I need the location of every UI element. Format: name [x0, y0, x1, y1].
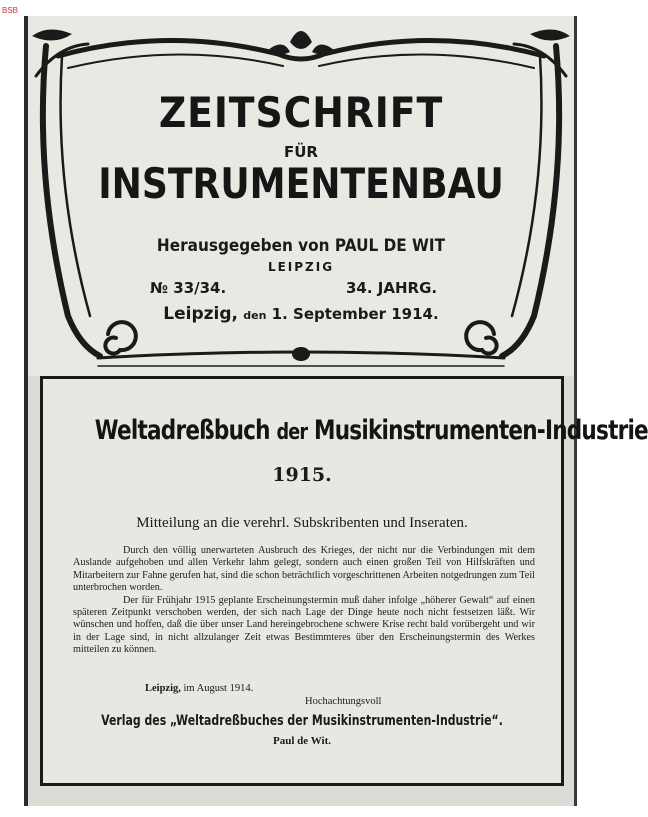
- journal-title-line1: ZEITSCHRIFT: [158, 88, 444, 137]
- advert-closing: Hochachtungsvoll: [305, 696, 382, 707]
- advert-sign-date: [145, 683, 253, 694]
- advert-paragraph-2: Der für Frühjahr 1915 geplante Erscheinungstermin muß daher infolge „höherer Gewalt“ auf einen späteren Zeitpunkt verschoben werden, der sich nach Lage der Dinge heute noch nicht festsetzen läßt. Wir wünschen und hoffen, daß die über unser Land hereingebrochene schwere Krise recht bald vorübergeht und wir in der Lage sind, in nicht allzulanger Zeit etwas Bestimmteres über den Erscheinungstermin des Werkes mitteilen zu können.: [73, 594, 535, 656]
- issue-number: № 33/34.: [150, 279, 227, 297]
- dateline: [28, 304, 574, 324]
- advert-year: 1915.: [272, 464, 332, 486]
- masthead: [28, 16, 574, 376]
- publication-place: LEIPZIG: [267, 260, 335, 274]
- dateline-date: 1. September 1914.: [271, 305, 439, 323]
- advert-paragraph-1: Durch den völlig unerwarteten Ausbruch des Krieges, der nicht nur die Verbindungen mit dem Auslande aufgehoben und allen Verkehr lahm gelegt, sondern auch einen großen Teil von Hilfskräften und Mitarbeitern zur Fahne gerufen hat, sind die schon beträchtlich vorgeschrittenen Arbeiten notgedrungen zum Teil unterbrochen worden.: [73, 545, 535, 594]
- scan-edge-right: [574, 16, 577, 806]
- dateline-den: den: [243, 309, 267, 322]
- editor-line: Herausgegeben von PAUL DE WIT: [156, 236, 446, 256]
- journal-page: [28, 16, 648, 806]
- advert-subtitle: Mitteilung an die verehrl. Subskribenten und Inseraten.: [136, 515, 468, 531]
- advert-heading-der: der: [276, 420, 308, 445]
- journal-title-fuer: FÜR: [284, 143, 318, 161]
- advert-sign-place: Leipzig,: [145, 683, 181, 694]
- advert-publisher: Verlag des „Weltadreßbuches der Musikinstrumenten-Industrie“.: [101, 713, 503, 729]
- library-mark: BSB: [2, 6, 19, 15]
- volume-year: 34. JAHRG.: [346, 279, 438, 297]
- advert-body: [73, 545, 535, 657]
- advertisement-box: [40, 376, 648, 786]
- advert-heading-part2: Musikinstrumenten-Industrie: [314, 415, 648, 446]
- dateline-city: Leipzig,: [163, 304, 239, 324]
- journal-title-line2: INSTRUMENTENBAU: [98, 159, 504, 208]
- advert-heading: [94, 415, 648, 446]
- advert-heading-part1: Weltadreßbuch: [94, 415, 270, 446]
- advert-signatory: Paul de Wit.: [273, 735, 331, 747]
- advert-sign-date-text: im August 1914.: [183, 683, 254, 694]
